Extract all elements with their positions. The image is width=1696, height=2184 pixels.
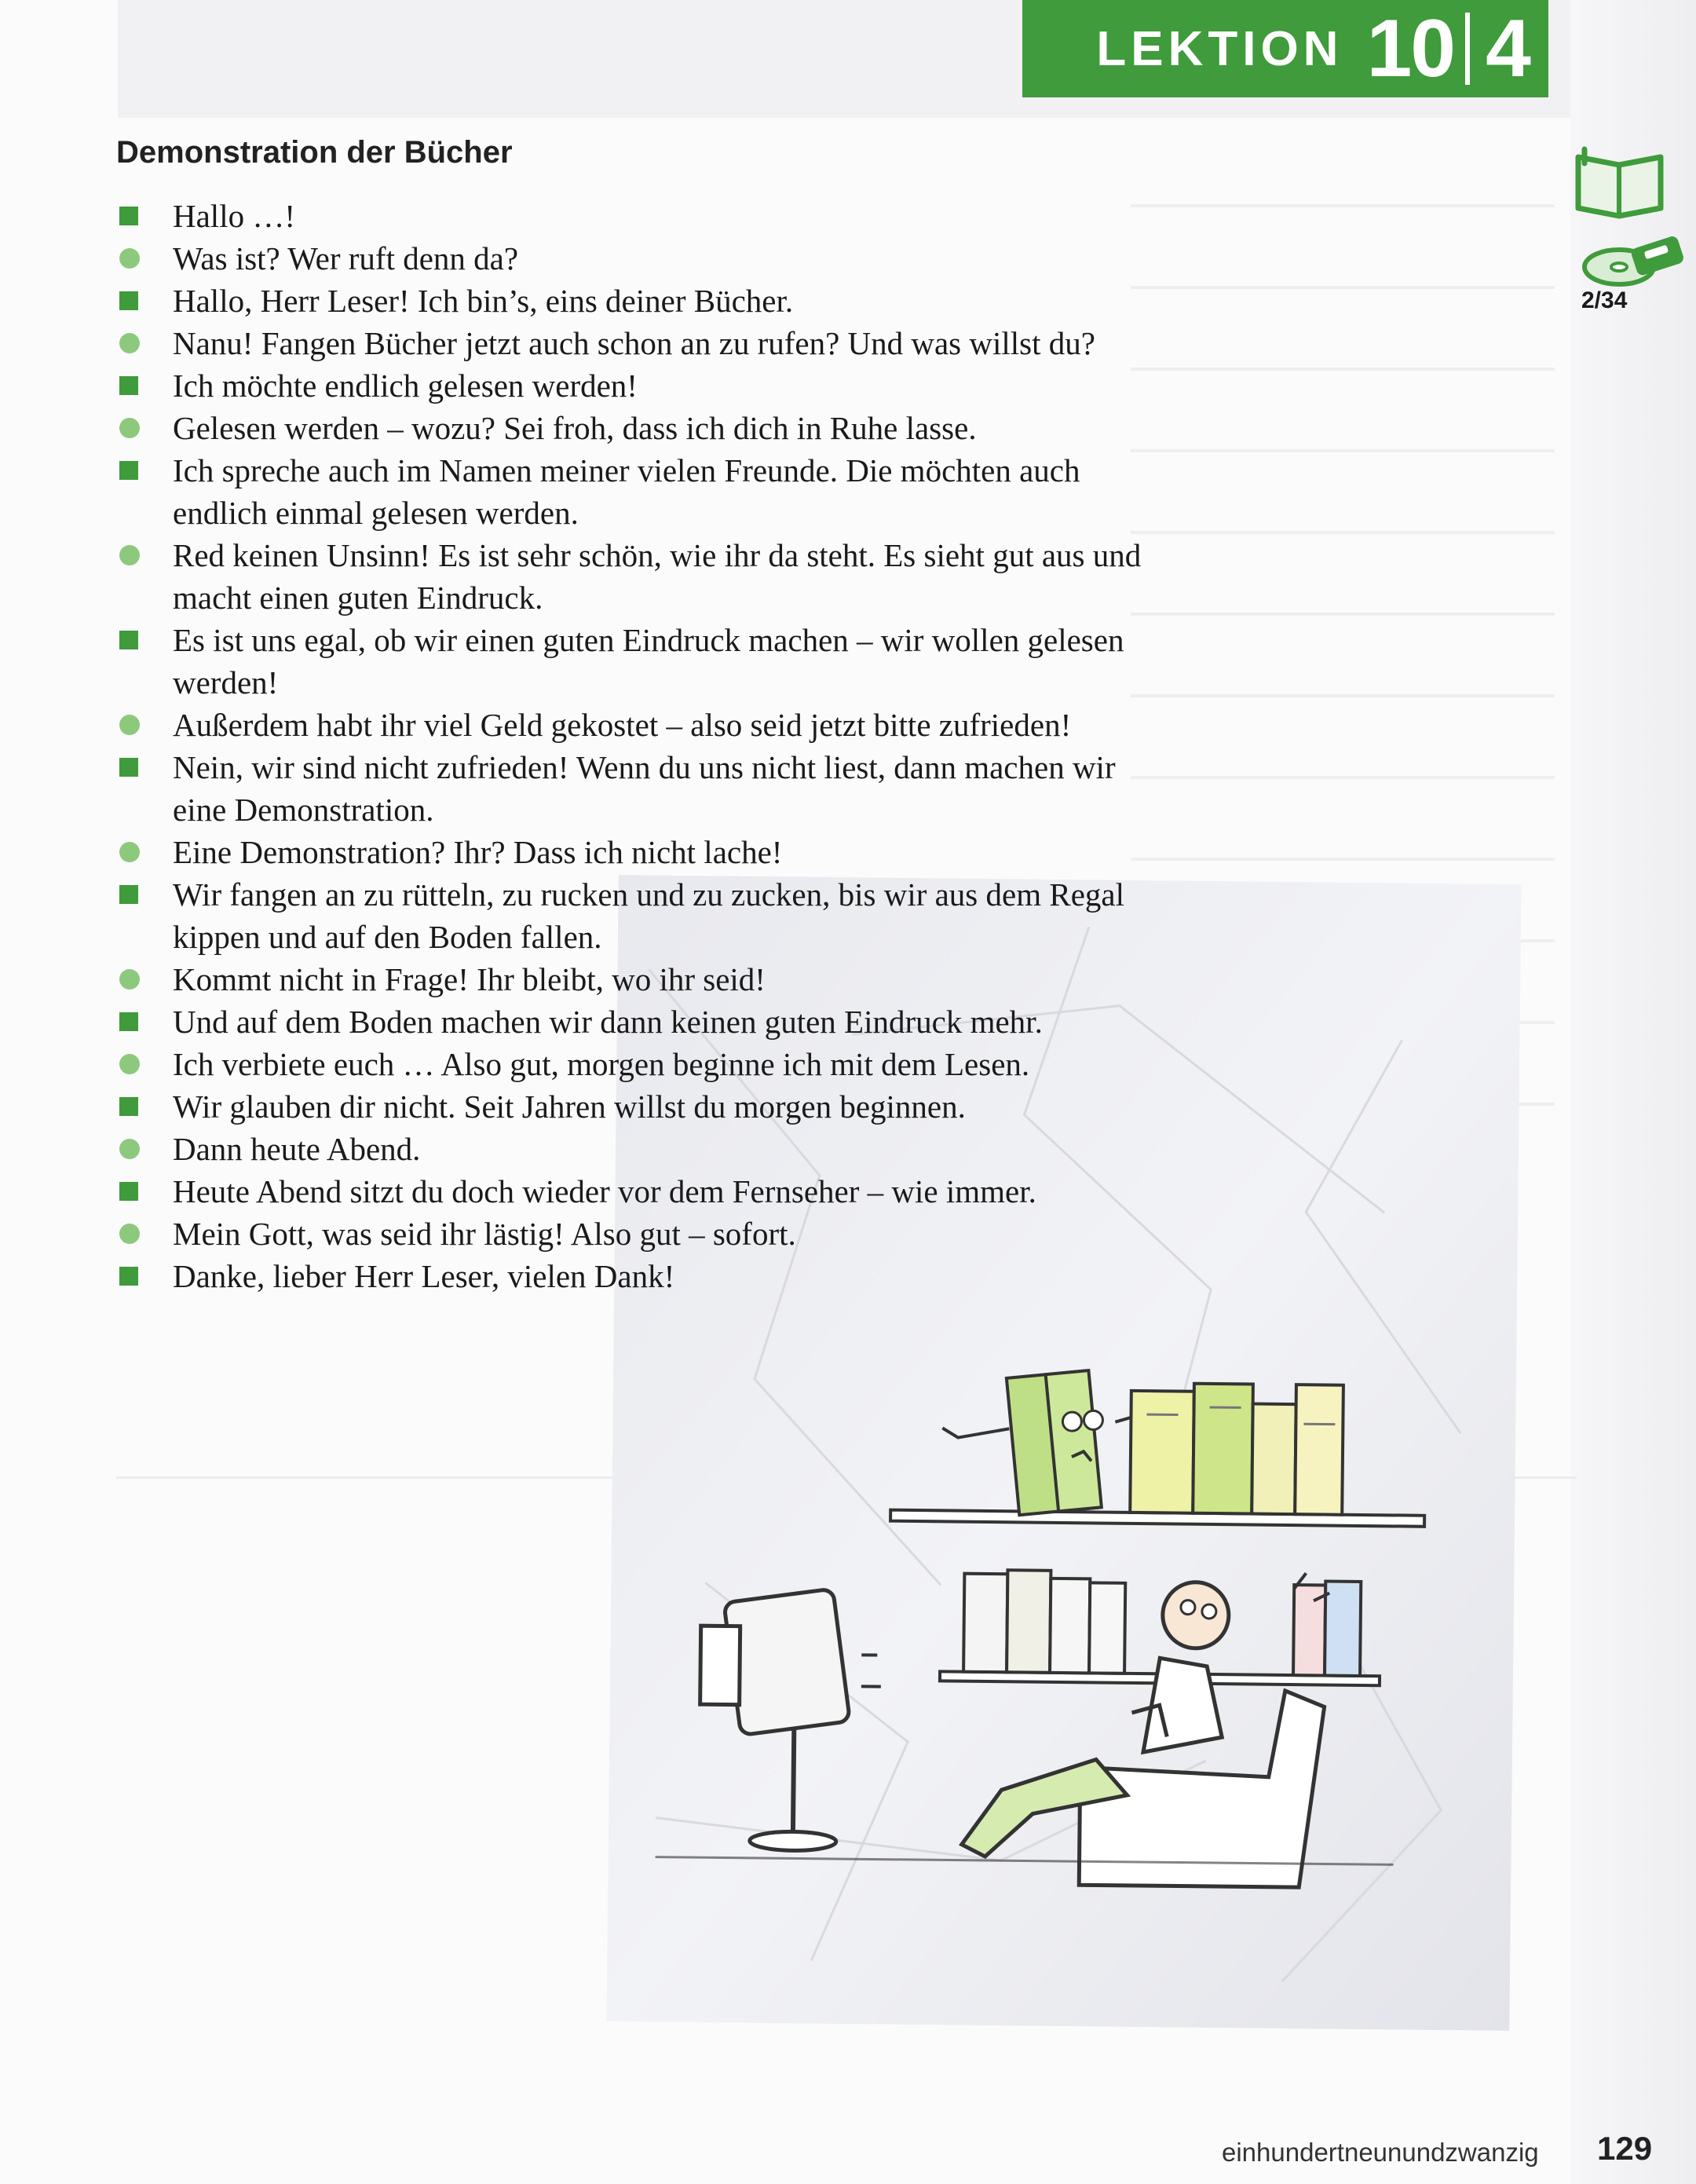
line-text: Mein Gott, was seid ihr lästig! Also gut – sofort.: [173, 1216, 796, 1252]
circle-bullet: [119, 1224, 140, 1244]
dialogue-line: [116, 1128, 1161, 1170]
circle-bullet: [119, 842, 140, 862]
line-text: Hallo …!: [173, 198, 295, 234]
dialogue-line: [116, 364, 1161, 407]
square-bullet: [119, 631, 138, 649]
dialogue-line: [116, 1170, 1161, 1213]
dialogue-line: [116, 704, 1161, 746]
dialogue-line: [116, 1043, 1161, 1085]
square-bullet: [119, 758, 138, 777]
line-text: Und auf dem Boden machen wir dann keinen guten Eindruck mehr.: [173, 1004, 1043, 1040]
dialogue-line: [116, 280, 1161, 322]
dialogue-line: [116, 873, 1161, 958]
line-text: Red keinen Unsinn! Es ist sehr schön, wie ihr da steht. Es sieht gut aus und macht einen guten Eindruck.: [173, 537, 1142, 616]
lektion-banner: [1022, 0, 1548, 97]
lektion-divider: [1465, 13, 1470, 85]
circle-bullet: [119, 969, 140, 990]
line-text: Eine Demonstration? Ihr? Dass ich nicht lache!: [173, 834, 783, 870]
line-text: Ich spreche auch im Namen meiner vielen Freunde. Die möchten auch endlich einmal gelesen werden.: [173, 452, 1080, 531]
dialogue-line: [116, 407, 1161, 449]
line-text: Außerdem habt ihr viel Geld gekostet – also seid jetzt bitte zufrieden!: [173, 707, 1072, 743]
line-text: Ich möchte endlich gelesen werden!: [173, 368, 638, 404]
dialogue-line: [116, 958, 1161, 1001]
page-number-words: einhundertneunundzwanzig: [1222, 2138, 1539, 2167]
line-text: Nein, wir sind nicht zufrieden! Wenn du uns nicht liest, dann machen wir eine Demonstration.: [173, 749, 1116, 828]
square-bullet: [119, 207, 138, 225]
dialogue-line: [116, 237, 1161, 280]
line-text: Wir glauben dir nicht. Seit Jahren willst du morgen beginnen.: [173, 1088, 966, 1125]
line-text: Es ist uns egal, ob wir einen guten Eindruck machen – wir wollen gelesen werden!: [173, 622, 1124, 701]
square-bullet: [119, 885, 138, 904]
circle-bullet: [119, 418, 140, 438]
line-text: Heute Abend sitzt du doch wieder vor dem Fernseher – wie immer.: [173, 1173, 1036, 1209]
square-bullet: [119, 1012, 138, 1031]
dialogue-line: [116, 831, 1161, 873]
page-number: 129: [1597, 2130, 1653, 2167]
dialogue-line: [116, 619, 1161, 704]
square-bullet: [119, 376, 138, 395]
book-icon: [1570, 141, 1669, 220]
line-text: Nanu! Fangen Bücher jetzt auch schon an zu rufen? Und was willst du?: [173, 325, 1095, 361]
square-bullet: [119, 1267, 138, 1286]
dialogue-line: [116, 1001, 1161, 1043]
line-text: Kommt nicht in Frage! Ihr bleibt, wo ihr seid!: [173, 961, 766, 997]
page-edge-shade: [1570, 0, 1696, 2184]
dialogue-line: [116, 1213, 1161, 1255]
square-bullet: [119, 1182, 138, 1201]
dialogue-line: [116, 1255, 1161, 1297]
dialogue-line: [116, 195, 1161, 237]
dialogue-line: [116, 534, 1161, 619]
square-bullet: [119, 291, 138, 310]
square-bullet: [119, 461, 138, 480]
audio-track-number: 2/34: [1581, 287, 1628, 313]
dialogue-title: Demonstration der Bücher: [116, 135, 513, 170]
dialogue-line: [116, 1085, 1161, 1128]
line-text: Gelesen werden – wozu? Sei froh, dass ich dich in Ruhe lasse.: [173, 410, 977, 446]
dialogue-line: [116, 746, 1161, 831]
line-text: Danke, lieber Herr Leser, vielen Dank!: [173, 1258, 675, 1294]
lektion-part: 4: [1486, 2, 1531, 94]
circle-bullet: [119, 715, 140, 735]
dialogue-line: [116, 322, 1161, 364]
line-text: Hallo, Herr Leser! Ich bin’s, eins deiner Bücher.: [173, 283, 794, 319]
line-text: Ich verbiete euch … Also gut, morgen beginne ich mit dem Lesen.: [173, 1046, 1030, 1082]
dialogue-line: [116, 449, 1161, 534]
circle-bullet: [119, 333, 140, 353]
line-text: Wir fangen an zu rütteln, zu rucken und zu zucken, bis wir aus dem Regal kippen und auf den Boden fallen.: [173, 876, 1124, 955]
lektion-number: 10: [1366, 2, 1455, 94]
circle-bullet: [119, 1054, 140, 1074]
line-text: Was ist? Wer ruft denn da?: [173, 240, 519, 276]
circle-bullet: [119, 545, 140, 565]
circle-bullet: [119, 248, 140, 269]
dialogue-list: [116, 195, 1161, 1297]
circle-bullet: [119, 1139, 140, 1159]
lektion-label: LEKTION: [1096, 21, 1343, 76]
square-bullet: [119, 1097, 138, 1116]
line-text: Dann heute Abend.: [173, 1131, 421, 1167]
